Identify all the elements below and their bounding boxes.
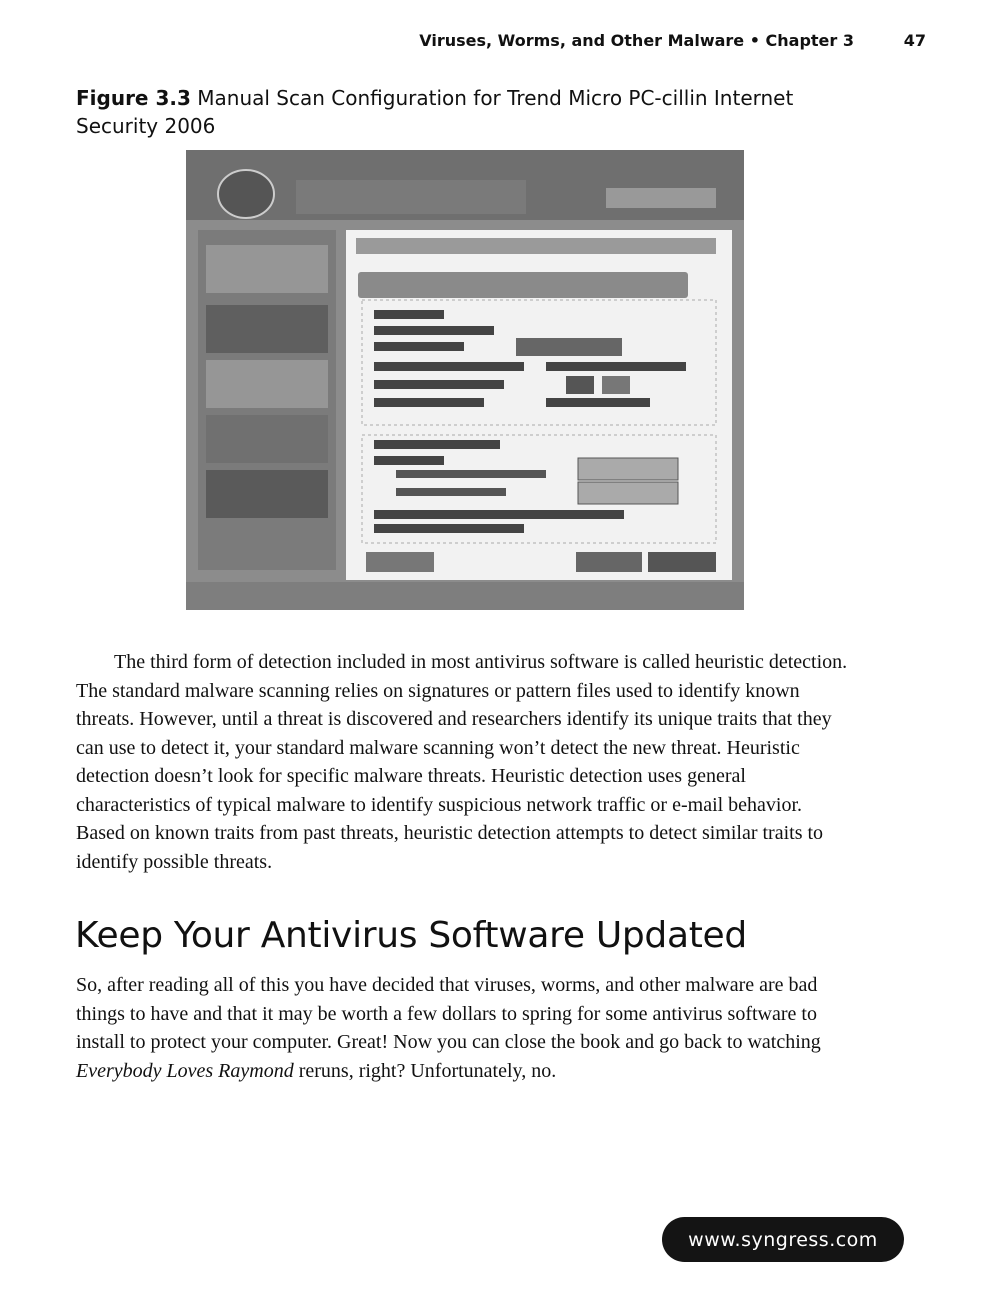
tv-show-title: Everybody Loves Raymond [76, 1059, 294, 1082]
paragraph-text-after: reruns, right? Unfortunately, no. [293, 1059, 557, 1082]
section-heading: Keep Your Antivirus Software Updated [75, 915, 747, 956]
body-paragraph-keep-updated [76, 971, 852, 1085]
running-head-title: Viruses, Worms, and Other Malware • Chapter 3 [419, 31, 854, 50]
paragraph-text-before: So, after reading all of this you have decided that viruses, worms, and other malware are bad things to have and that it may be worth a few dollars to spring for some antivirus software to install to protect your computer. Great! Now you can close the book and go back to watching [76, 974, 821, 1053]
figure-screenshot [186, 150, 744, 610]
publisher-url-badge: www.syngress.com [662, 1217, 904, 1262]
body-paragraph-heuristic-detection: The third form of detection included in most antivirus software is called heuristic detection. The standard malware scanning relies on signatures or pattern files used to identify known threats. However, until a threat is discovered and researchers identify its unique traits that they can use to detect it, your standard malware scanning won’t detect the new threat. Heuristic detection doesn’t look for specific malware threats. Heuristic detection uses general characteristics of typical malware to identify suspicious network traffic or e-mail behavior. Based on known traits from past threats, heuristic detection attempts to detect similar traits to identify possible threats. [76, 651, 848, 873]
screenshot-illustration [186, 150, 744, 610]
running-head [0, 31, 994, 55]
figure-caption-text: Manual Scan Configuration for Trend Micro PC-cillin Internet Security 2006 [76, 86, 794, 138]
page-number: 47 [903, 31, 926, 50]
figure-caption [76, 84, 836, 140]
figure-label: Figure 3.3 [76, 86, 191, 110]
